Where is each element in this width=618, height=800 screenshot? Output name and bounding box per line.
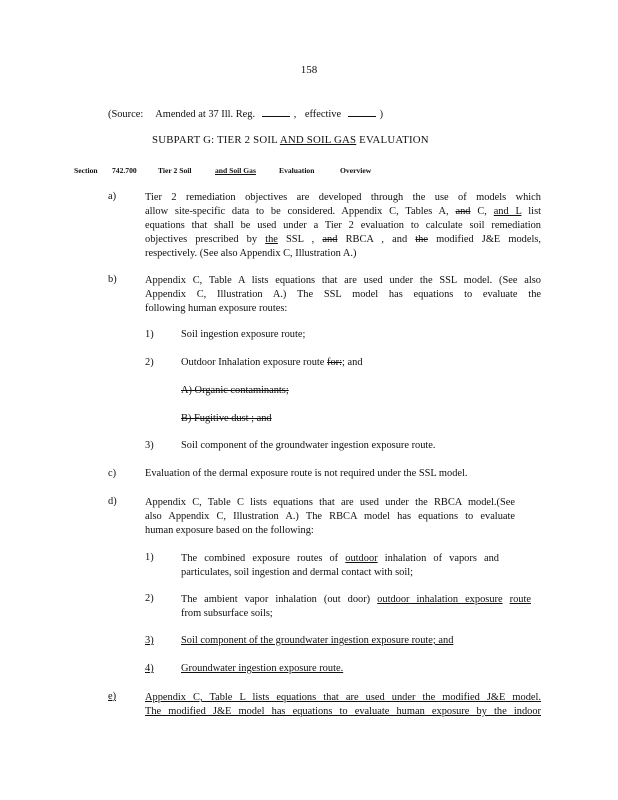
- item-b-2-B-deleted: B) Fugitive dust ; and: [181, 413, 272, 424]
- item-b-line-1: Appendix C, Table A lists equations that are used under the SSL model. (See also: [145, 275, 541, 286]
- item-b-2-text: [181, 357, 363, 368]
- item-d-1-line-1: [181, 552, 499, 566]
- item-a-line-4: [145, 233, 541, 247]
- item-d-1-line-2: particulates, soil ingestion and dermal contact with soil;: [181, 567, 414, 578]
- page-number: 158: [300, 64, 318, 76]
- item-d-2-route: route: [509, 594, 531, 605]
- item-c-text: Evaluation of the dermal exposure route is not required under the SSL model.: [145, 468, 468, 479]
- item-b-2-A-deleted: A) Organic contaminants;: [181, 385, 289, 396]
- item-d-3-number: 3): [145, 635, 154, 646]
- item-d-line-2: also Appendix C, Illustration A.) The RBCA model has equations to evaluate: [145, 511, 515, 522]
- item-d-paragraph: [145, 496, 515, 538]
- blank-effective-date: [348, 107, 376, 117]
- item-d-1-inserted-outdoor: outdoor: [345, 553, 378, 564]
- item-a-line-5: respectively. (See also Appendix C, Illustration A.): [145, 248, 357, 259]
- item-b-paragraph: [145, 274, 541, 316]
- item-a-line-2-text: allow site-specific data to be considered. Appendix C, Tables A,: [145, 206, 449, 217]
- subpart-heading: [152, 134, 429, 146]
- item-a-list: list: [528, 206, 542, 217]
- item-d-line-1: Appendix C, Table C lists equations that are used under the RBCA model.(See: [145, 497, 515, 508]
- item-d-4-number: 4): [145, 663, 154, 674]
- item-a-inserted-and-l: and L: [493, 206, 522, 217]
- item-a-rbca: RBCA , and: [345, 234, 408, 245]
- item-a-line-3: equations that shall be used under a Tier 2 evaluation to calculate soil remediation: [145, 220, 541, 231]
- item-b-line-2: Appendix C, Illustration A.) The SSL model has equations to evaluate the: [145, 289, 541, 300]
- section-title-inserted: and Soil Gas: [215, 166, 256, 175]
- item-b-line-3: following human exposure routes:: [145, 303, 288, 314]
- item-a-line-1: Tier 2 remediation objectives are developed through the use of models which: [145, 192, 541, 203]
- item-e-line-2: The modified J&E model has equations to evaluate human exposure by the indoor: [145, 706, 541, 717]
- subpart-prefix: SUBPART G: TIER 2 SOIL: [152, 134, 278, 146]
- item-a-label: a): [108, 191, 117, 202]
- item-d-2-line-1: [181, 593, 531, 607]
- item-e-line-1: Appendix C, Table L lists equations that are used under the modified J&E model.: [145, 692, 541, 703]
- source-close: ): [379, 109, 384, 120]
- item-b-2-number: 2): [145, 357, 154, 368]
- item-e-label: e): [108, 691, 117, 702]
- blank-register-page: [262, 107, 290, 117]
- section-title-part-2: Evaluation: [279, 166, 315, 175]
- item-b-1-text: Soil ingestion exposure route;: [181, 329, 306, 340]
- item-b-2-main: Outdoor Inhalation exposure route: [181, 357, 325, 368]
- source-note: [108, 107, 383, 120]
- item-b-3-number: 3): [145, 440, 154, 451]
- item-d-2-line-2: from subsurface soils;: [181, 608, 273, 619]
- source-comma: ,: [293, 109, 297, 120]
- item-b-label: b): [108, 274, 117, 285]
- section-title-part-3: Overview: [340, 166, 372, 175]
- item-a-ssl: SSL ,: [286, 234, 315, 245]
- item-a-modified-je: modified J&E models,: [436, 234, 541, 245]
- item-b-2-deleted-for: for:: [327, 357, 343, 368]
- item-b-1-number: 1): [145, 329, 154, 340]
- item-d-2-inserted-outdoor: outdoor inhalation exposure: [377, 594, 503, 605]
- item-b-2-and: ; and: [342, 357, 363, 368]
- item-d-1-text: [181, 552, 499, 580]
- item-d-2-out-door: (out door): [323, 594, 371, 605]
- item-a-inserted-the: the: [265, 234, 278, 245]
- item-d-1-post: inhalation of vapors and: [384, 553, 499, 564]
- section-number: 742.700: [112, 166, 137, 175]
- source-open: (Source:: [108, 109, 144, 120]
- item-d-label: d): [108, 496, 117, 507]
- subpart-inserted-text: AND SOIL GAS: [279, 134, 357, 146]
- item-d-2-number: 2): [145, 593, 154, 604]
- section-title-part-1: Tier 2 Soil: [158, 166, 192, 175]
- item-a-line-2: [145, 205, 541, 219]
- item-a-deleted-the: the: [415, 234, 428, 245]
- item-d-3-text: Soil component of the groundwater ingestion exposure route; and: [181, 635, 454, 646]
- item-d-4-text: Groundwater ingestion exposure route.: [181, 663, 344, 674]
- item-e-paragraph: [145, 691, 541, 719]
- source-effective: effective: [304, 109, 342, 120]
- section-label: Section: [74, 166, 98, 175]
- item-a-paragraph: [145, 191, 541, 261]
- item-a-deleted-and-2: and: [322, 234, 338, 245]
- item-a-line-4-text: objectives prescribed by: [145, 234, 258, 245]
- item-d-line-3: human exposure based on the following:: [145, 525, 314, 536]
- item-d-1-number: 1): [145, 552, 154, 563]
- subpart-suffix: EVALUATION: [359, 134, 429, 146]
- item-d-2-pre: The ambient vapor inhalation: [181, 594, 317, 605]
- item-a-table-c: C,: [477, 206, 487, 217]
- source-text: Amended at 37 Ill. Reg.: [155, 109, 256, 120]
- item-b-3-text: Soil component of the groundwater ingestion exposure route.: [181, 440, 436, 451]
- item-a-deleted-and: and: [455, 206, 471, 217]
- item-d-2-text: [181, 593, 531, 621]
- item-d-1-pre: The combined exposure routes of: [181, 553, 339, 564]
- item-c-label: c): [108, 468, 117, 479]
